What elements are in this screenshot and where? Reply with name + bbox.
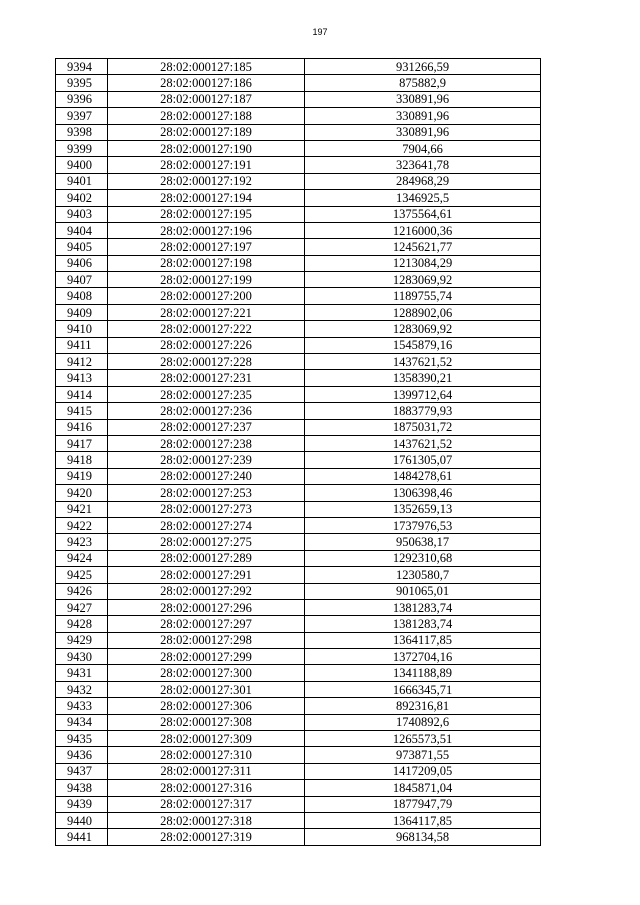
row-number-cell: 9435: [56, 731, 108, 747]
row-number-cell: 9404: [56, 222, 108, 238]
row-number-cell: 9438: [56, 780, 108, 796]
cadastral-value-cell: 7904,66: [305, 140, 541, 156]
table-row: [56, 370, 541, 386]
row-number-cell: 9419: [56, 468, 108, 484]
cadastral-number-cell: 28:02:000127:231: [108, 370, 305, 386]
cadastral-value-cell: 1364117,85: [305, 812, 541, 828]
cadastral-number-cell: 28:02:000127:192: [108, 173, 305, 189]
cadastral-value-cell: 1283069,92: [305, 272, 541, 288]
cadastral-number-cell: 28:02:000127:191: [108, 157, 305, 173]
cadastral-number-cell: 28:02:000127:311: [108, 763, 305, 779]
table-row: [56, 583, 541, 599]
cadastral-number-cell: 28:02:000127:309: [108, 731, 305, 747]
cadastral-number-cell: 28:02:000127:238: [108, 435, 305, 451]
cadastral-value-cell: 330891,96: [305, 108, 541, 124]
table-row: [56, 665, 541, 681]
cadastral-value-cell: 1877947,79: [305, 796, 541, 812]
table-row: [56, 386, 541, 402]
row-number-cell: 9428: [56, 616, 108, 632]
cadastral-value-cell: 1288902,06: [305, 304, 541, 320]
row-number-cell: 9415: [56, 403, 108, 419]
cadastral-value-cell: 1740892,6: [305, 714, 541, 730]
table-row: [56, 452, 541, 468]
row-number-cell: 9408: [56, 288, 108, 304]
cadastral-number-cell: 28:02:000127:198: [108, 255, 305, 271]
cadastral-number-cell: 28:02:000127:273: [108, 501, 305, 517]
table-row: [56, 812, 541, 828]
cadastral-number-cell: 28:02:000127:310: [108, 747, 305, 763]
table-row: [56, 272, 541, 288]
row-number-cell: 9420: [56, 485, 108, 501]
table-row: [56, 550, 541, 566]
cadastral-number-cell: 28:02:000127:185: [108, 59, 305, 75]
table-row: [56, 59, 541, 75]
cadastral-value-cell: 1484278,61: [305, 468, 541, 484]
cadastral-number-cell: 28:02:000127:299: [108, 649, 305, 665]
row-number-cell: 9399: [56, 140, 108, 156]
cadastral-number-cell: 28:02:000127:253: [108, 485, 305, 501]
cadastral-value-cell: 973871,55: [305, 747, 541, 763]
table-row: [56, 190, 541, 206]
table-row: [56, 239, 541, 255]
cadastral-number-cell: 28:02:000127:301: [108, 681, 305, 697]
cadastral-number-cell: 28:02:000127:190: [108, 140, 305, 156]
cadastral-value-cell: 1737976,53: [305, 517, 541, 533]
cadastral-value-cell: 1189755,74: [305, 288, 541, 304]
cadastral-value-cell: 1213084,29: [305, 255, 541, 271]
table-row: [56, 419, 541, 435]
table-row: [56, 206, 541, 222]
cadastral-value-cell: 892316,81: [305, 698, 541, 714]
table-row: [56, 731, 541, 747]
table-row: [56, 796, 541, 812]
row-number-cell: 9423: [56, 534, 108, 550]
row-number-cell: 9395: [56, 75, 108, 91]
cadastral-value-cell: 1364117,85: [305, 632, 541, 648]
cadastral-value-cell: 1761305,07: [305, 452, 541, 468]
cadastral-number-cell: 28:02:000127:235: [108, 386, 305, 402]
cadastral-value-cell: 931266,59: [305, 59, 541, 75]
cadastral-value-cell: 1306398,46: [305, 485, 541, 501]
cadastral-value-cell: 330891,96: [305, 91, 541, 107]
table-row: [56, 501, 541, 517]
table-row: [56, 567, 541, 583]
cadastral-value-cell: 1265573,51: [305, 731, 541, 747]
cadastral-number-cell: 28:02:000127:221: [108, 304, 305, 320]
table-row: [56, 829, 541, 845]
cadastral-number-cell: 28:02:000127:228: [108, 354, 305, 370]
cadastral-number-cell: 28:02:000127:237: [108, 419, 305, 435]
row-number-cell: 9412: [56, 354, 108, 370]
table-row: [56, 714, 541, 730]
row-number-cell: 9432: [56, 681, 108, 697]
cadastral-value-cell: 1245621,77: [305, 239, 541, 255]
row-number-cell: 9429: [56, 632, 108, 648]
row-number-cell: 9439: [56, 796, 108, 812]
table-row: [56, 649, 541, 665]
table-row: [56, 435, 541, 451]
row-number-cell: 9422: [56, 517, 108, 533]
cadastral-number-cell: 28:02:000127:197: [108, 239, 305, 255]
row-number-cell: 9425: [56, 567, 108, 583]
table-row: [56, 337, 541, 353]
table-row: [56, 747, 541, 763]
table-row: [56, 780, 541, 796]
cadastral-value-cell: 1883779,93: [305, 403, 541, 419]
table-row: [56, 354, 541, 370]
table-row: [56, 599, 541, 615]
cadastral-value-cell: 1341188,89: [305, 665, 541, 681]
table-row: [56, 91, 541, 107]
row-number-cell: 9406: [56, 255, 108, 271]
table-row: [56, 75, 541, 91]
row-number-cell: 9407: [56, 272, 108, 288]
cadastral-value-cell: 284968,29: [305, 173, 541, 189]
table-row: [56, 124, 541, 140]
cadastral-value-cell: 330891,96: [305, 124, 541, 140]
cadastral-number-cell: 28:02:000127:274: [108, 517, 305, 533]
cadastral-number-cell: 28:02:000127:319: [108, 829, 305, 845]
row-number-cell: 9397: [56, 108, 108, 124]
cadastral-value-cell: 968134,58: [305, 829, 541, 845]
row-number-cell: 9437: [56, 763, 108, 779]
row-number-cell: 9410: [56, 321, 108, 337]
row-number-cell: 9440: [56, 812, 108, 828]
cadastral-value-cell: 1375564,61: [305, 206, 541, 222]
cadastral-value-cell: 1845871,04: [305, 780, 541, 796]
cadastral-number-cell: 28:02:000127:289: [108, 550, 305, 566]
row-number-cell: 9400: [56, 157, 108, 173]
table-row: [56, 140, 541, 156]
row-number-cell: 9424: [56, 550, 108, 566]
cadastral-value-cell: 1346925,5: [305, 190, 541, 206]
row-number-cell: 9396: [56, 91, 108, 107]
cadastral-number-cell: 28:02:000127:308: [108, 714, 305, 730]
table-row: [56, 534, 541, 550]
cadastral-number-cell: 28:02:000127:195: [108, 206, 305, 222]
cadastral-value-cell: 323641,78: [305, 157, 541, 173]
cadastral-value-cell: 1875031,72: [305, 419, 541, 435]
row-number-cell: 9434: [56, 714, 108, 730]
row-number-cell: 9427: [56, 599, 108, 615]
cadastral-value-cell: 1545879,16: [305, 337, 541, 353]
row-number-cell: 9421: [56, 501, 108, 517]
cadastral-number-cell: 28:02:000127:196: [108, 222, 305, 238]
cadastral-number-cell: 28:02:000127:189: [108, 124, 305, 140]
cadastral-value-cell: 950638,17: [305, 534, 541, 550]
cadastral-value-cell: 901065,01: [305, 583, 541, 599]
cadastral-value-cell: 1417209,05: [305, 763, 541, 779]
row-number-cell: 9431: [56, 665, 108, 681]
row-number-cell: 9417: [56, 435, 108, 451]
table-row: [56, 288, 541, 304]
cadastral-value-cell: 1381283,74: [305, 616, 541, 632]
page-number: 197: [312, 27, 328, 37]
table-row: [56, 222, 541, 238]
row-number-cell: 9413: [56, 370, 108, 386]
cadastral-value-cell: 1437621,52: [305, 354, 541, 370]
cadastral-number-cell: 28:02:000127:226: [108, 337, 305, 353]
cadastral-number-cell: 28:02:000127:186: [108, 75, 305, 91]
cadastral-number-cell: 28:02:000127:194: [108, 190, 305, 206]
cadastral-number-cell: 28:02:000127:239: [108, 452, 305, 468]
row-number-cell: 9416: [56, 419, 108, 435]
table-row: [56, 632, 541, 648]
cadastral-number-cell: 28:02:000127:188: [108, 108, 305, 124]
row-number-cell: 9430: [56, 649, 108, 665]
table-row: [56, 108, 541, 124]
row-number-cell: 9402: [56, 190, 108, 206]
cadastral-value-cell: 1292310,68: [305, 550, 541, 566]
cadastral-value-table: [55, 58, 541, 846]
row-number-cell: 9414: [56, 386, 108, 402]
table-body: [56, 59, 541, 846]
row-number-cell: 9411: [56, 337, 108, 353]
cadastral-value-cell: 875882,9: [305, 75, 541, 91]
cadastral-value-cell: 1437621,52: [305, 435, 541, 451]
row-number-cell: 9426: [56, 583, 108, 599]
cadastral-value-cell: 1399712,64: [305, 386, 541, 402]
cadastral-number-cell: 28:02:000127:300: [108, 665, 305, 681]
cadastral-value-cell: 1352659,13: [305, 501, 541, 517]
table-row: [56, 485, 541, 501]
table-row: [56, 255, 541, 271]
table-row: [56, 157, 541, 173]
table-row: [56, 304, 541, 320]
row-number-cell: 9409: [56, 304, 108, 320]
row-number-cell: 9398: [56, 124, 108, 140]
row-number-cell: 9401: [56, 173, 108, 189]
cadastral-number-cell: 28:02:000127:298: [108, 632, 305, 648]
row-number-cell: 9394: [56, 59, 108, 75]
cadastral-number-cell: 28:02:000127:240: [108, 468, 305, 484]
table-row: [56, 681, 541, 697]
table-row: [56, 517, 541, 533]
cadastral-number-cell: 28:02:000127:316: [108, 780, 305, 796]
row-number-cell: 9433: [56, 698, 108, 714]
cadastral-number-cell: 28:02:000127:296: [108, 599, 305, 615]
cadastral-number-cell: 28:02:000127:297: [108, 616, 305, 632]
cadastral-number-cell: 28:02:000127:318: [108, 812, 305, 828]
cadastral-number-cell: 28:02:000127:222: [108, 321, 305, 337]
row-number-cell: 9441: [56, 829, 108, 845]
table-row: [56, 468, 541, 484]
cadastral-number-cell: 28:02:000127:306: [108, 698, 305, 714]
table-row: [56, 616, 541, 632]
cadastral-number-cell: 28:02:000127:236: [108, 403, 305, 419]
row-number-cell: 9418: [56, 452, 108, 468]
cadastral-value-cell: 1381283,74: [305, 599, 541, 615]
cadastral-number-cell: 28:02:000127:200: [108, 288, 305, 304]
cadastral-value-cell: 1372704,16: [305, 649, 541, 665]
table-row: [56, 763, 541, 779]
cadastral-number-cell: 28:02:000127:199: [108, 272, 305, 288]
cadastral-value-cell: 1283069,92: [305, 321, 541, 337]
cadastral-number-cell: 28:02:000127:275: [108, 534, 305, 550]
cadastral-value-cell: 1358390,21: [305, 370, 541, 386]
table-row: [56, 321, 541, 337]
table-row: [56, 173, 541, 189]
cadastral-number-cell: 28:02:000127:187: [108, 91, 305, 107]
cadastral-value-cell: 1666345,71: [305, 681, 541, 697]
cadastral-value-cell: 1216000,36: [305, 222, 541, 238]
row-number-cell: 9405: [56, 239, 108, 255]
table-row: [56, 698, 541, 714]
cadastral-number-cell: 28:02:000127:291: [108, 567, 305, 583]
cadastral-number-cell: 28:02:000127:317: [108, 796, 305, 812]
row-number-cell: 9403: [56, 206, 108, 222]
row-number-cell: 9436: [56, 747, 108, 763]
cadastral-number-cell: 28:02:000127:292: [108, 583, 305, 599]
table-row: [56, 403, 541, 419]
cadastral-value-cell: 1230580,7: [305, 567, 541, 583]
